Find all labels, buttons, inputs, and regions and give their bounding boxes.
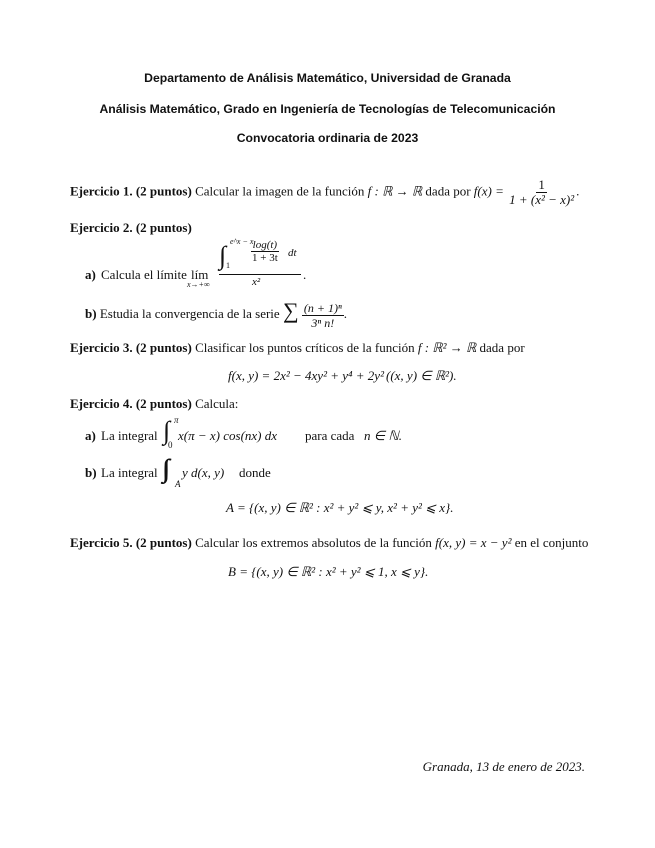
exercise-2b: [85, 298, 347, 330]
exercise-2b-denominator: 3ⁿ n!: [311, 315, 335, 330]
department-title: Departamento de Análisis Matemático, Universidad de Granada: [144, 71, 511, 85]
exercise-4a-text2: para cada: [305, 428, 355, 443]
exercise-1-map: f : ℝ → ℝ: [367, 183, 423, 199]
exercise-4b-label: b): [85, 465, 97, 480]
exercise-2a-text: Calcula el límite: [101, 267, 187, 282]
integral-upper-limit: e^x − x: [230, 237, 254, 246]
integral-lower-limit: 0: [168, 440, 173, 450]
exercise-1-fraction: [507, 178, 576, 207]
exercise-2-points: (2 puntos): [135, 220, 192, 235]
exercise-5-text2: en el conjunto: [514, 535, 589, 550]
integral-sign: ∫: [163, 416, 171, 445]
exercise-4b: [85, 458, 385, 494]
exercise-2a-end: .: [303, 267, 307, 282]
exercise-3-text: Clasificar los puntos críticos de la función: [195, 340, 415, 355]
exercise-3: [70, 340, 525, 356]
exercise-2a-inner-fraction: [250, 239, 280, 264]
exercise-4b-integrand: y d(x, y): [182, 465, 225, 480]
exercise-2-title: Ejercicio 2.: [70, 220, 133, 235]
inner-denominator: 1 + 3t: [252, 252, 278, 264]
exercise-2a-big-numerator: [219, 239, 301, 271]
exercise-1-points: (2 puntos): [135, 183, 192, 199]
exercise-4a-label: a): [85, 428, 96, 443]
exercise-3-points: (2 puntos): [135, 340, 192, 355]
exercise-4a-text: La integral: [101, 428, 158, 443]
integral-upper-limit: π: [174, 415, 179, 425]
exercise-5-title: Ejercicio 5.: [70, 535, 133, 550]
exercise-2b-fraction: [302, 301, 344, 330]
exercise-2a-denominator: x²: [252, 276, 261, 288]
exam-title: Convocatoria ordinaria de 2023: [236, 131, 419, 145]
exercise-2b-numerator: (n + 1)ⁿ: [303, 300, 342, 315]
exercise-5-points: (2 puntos): [135, 535, 192, 550]
exercise-4-set: A = {(x, y) ∈ ℝ² : x² + y² ⩽ y, x² + y² ⩽ x}.: [226, 500, 454, 515]
course-title: Análisis Matemático, Grado en Ingeniería de Tecnologías de Telecomunicación: [99, 102, 556, 116]
exercise-2a-lim: lím: [191, 267, 209, 282]
exercise-4b-text: La integral: [101, 465, 158, 480]
footer-date: Granada, 13 de enero de 2023.: [422, 759, 585, 774]
exercise-3-title: Ejercicio 3.: [70, 340, 133, 355]
exercise-4b-text2: donde: [239, 465, 271, 480]
exercise-1-numerator: 1: [538, 177, 545, 192]
exercise-2b-text: Estudia la convergencia de la serie: [99, 306, 280, 321]
exercise-4a: [85, 416, 485, 452]
exercise-5-function: f(x, y) = x − y²: [435, 535, 512, 550]
exercise-2b-label: b): [85, 306, 97, 321]
exercise-5: [70, 535, 588, 551]
exercise-4-title: Ejercicio 4.: [70, 396, 133, 411]
exercise-3-text2: dada por: [479, 340, 525, 355]
exercise-1: [70, 178, 579, 207]
exercise-3-formula: f(x, y) = 2x² − 4xy² + y⁴ + 2y²: [228, 368, 384, 383]
exercise-2a-dt: dt: [288, 247, 297, 259]
exercise-1-text: Calcular la imagen de la función: [195, 183, 365, 199]
exercise-2-heading: [70, 220, 192, 236]
exercise-4-text: Calcula:: [195, 396, 239, 411]
exercise-1-title: Ejercicio 1.: [70, 183, 133, 199]
exercise-2a-lim-sub: x→+∞: [187, 280, 210, 289]
integral-lower-limit: 1: [226, 261, 230, 270]
exercise-2b-end: .: [343, 306, 347, 321]
exercise-5-set: B = {(x, y) ∈ ℝ² : x² + y² ⩽ 1, x ⩽ y}.: [228, 564, 429, 579]
exercise-1-lhs: f(x) =: [473, 183, 504, 199]
sum-sign: ∑: [282, 298, 299, 323]
double-integral-domain: A: [175, 479, 181, 489]
exercise-2a-label: a): [85, 267, 96, 282]
exercise-4a-integrand: x(π − x) cos(nx) dx: [178, 428, 278, 443]
exercise-3-domain: ((x, y) ∈ ℝ²).: [386, 368, 457, 383]
exercise-4-points: (2 puntos): [135, 396, 192, 411]
exercise-5-text: Calcular los extremos absolutos de la función: [195, 535, 432, 550]
integral-sign: ∫: [219, 241, 227, 270]
exercise-4a-condition: n ∈ ℕ.: [364, 428, 402, 443]
exercise-1-text2: dada por: [425, 183, 471, 199]
exercise-1-denominator: 1 + (x² − x)²: [509, 192, 575, 207]
exercise-2a-fraction-bar: [219, 274, 301, 275]
exercise-3-map: f : ℝ² → ℝ: [417, 340, 477, 355]
inner-numerator: log(t): [252, 239, 278, 251]
exercise-4-heading: [70, 396, 238, 412]
exercise-1-end: .: [576, 183, 580, 199]
